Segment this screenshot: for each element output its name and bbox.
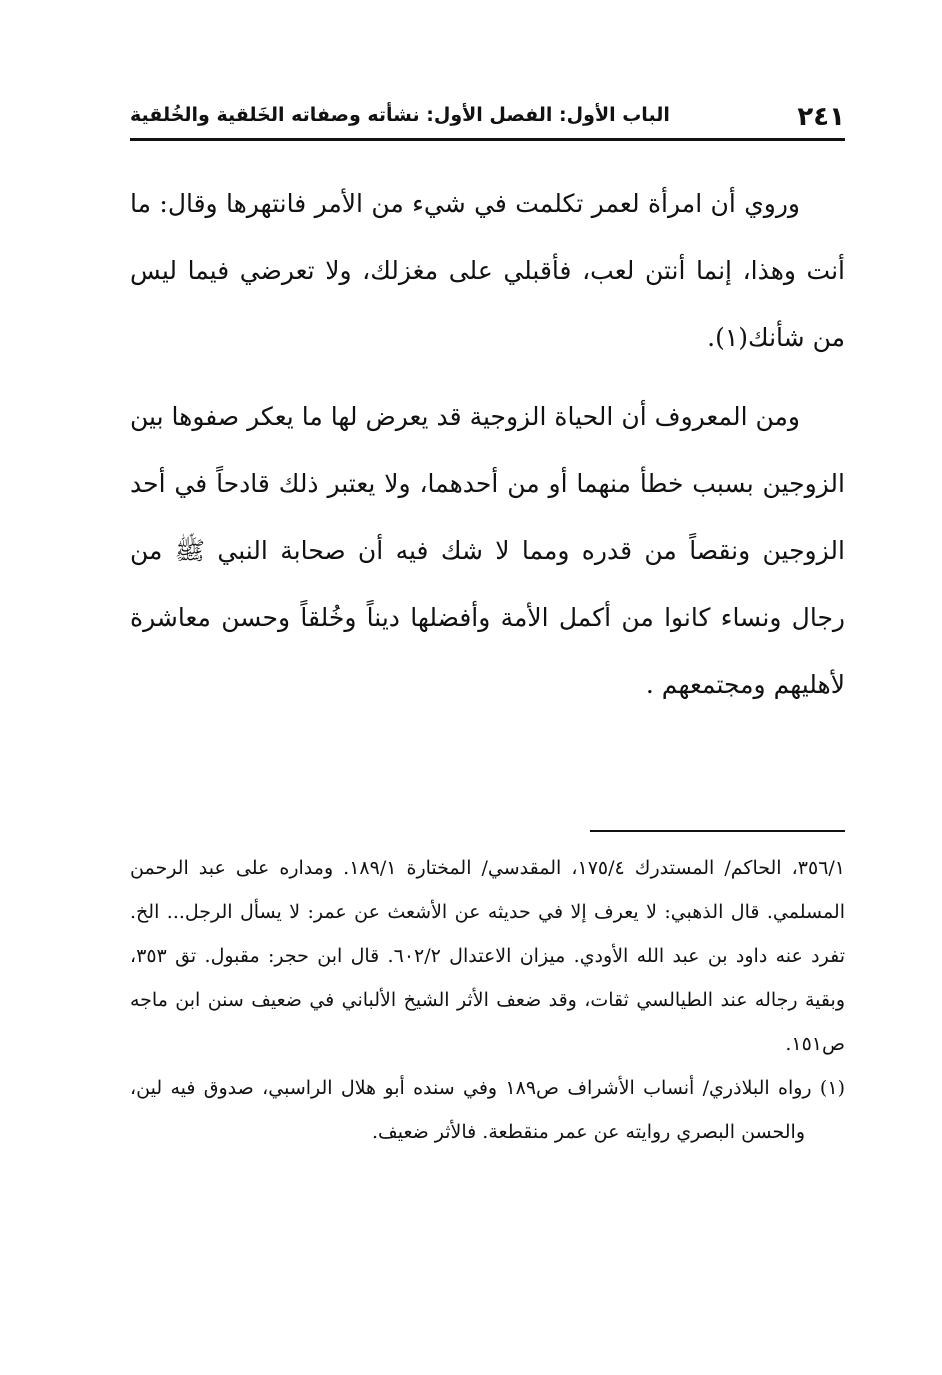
main-text xyxy=(130,170,845,718)
header-divider xyxy=(130,138,845,141)
paragraph-2: ومن المعروف أن الحياة الزوجية قد يعرض لها ما يعكر صفوها بين الزوجين بسبب خطأ منهما أو من أحدهما، ولا يعتبر ذلك قادحاً في أحد الزوجين ونقصاً من قدره ومما لا شك فيه أن صحابة النبي ﷺ من رجال ونساء كانوا من أكمل الأمة وأفضلها ديناً وخُلقاً وحسن معاشرة لأهليهم ومجتمعهم . xyxy=(130,402,845,699)
running-title: الباب الأول: الفصل الأول: نشأته وصفاته الخَلقية والخُلقية xyxy=(130,104,670,126)
page-number: ٢٤١ xyxy=(797,102,845,132)
footnotes xyxy=(130,846,845,1154)
footnote-1: (١) رواه البلاذري/ أنساب الأشراف ص١٨٩ وفي سنده أبو هلال الراسبي، صدوق فيه لين، والحسن البصري روايته عن عمر منقطعة. فالأثر ضعيف. xyxy=(130,1077,845,1143)
footnote-divider xyxy=(590,830,845,832)
footnote-continued: ٣٥٦/١، الحاكم/ المستدرك ١٧٥/٤، المقدسي/ المختارة ١٨٩/١. ومداره على عبد الرحمن المسلمي. قال الذهبي: لا يعرف إلا في حديثه عن الأشعث عن عمر: لا يسأل الرجل... الخ. تفرد عنه داود بن عبد الله الأودي. ميزان الاعتدال ٦٠٢/٢. قال ابن حجر: مقبول. تق ٣٥٣، وبقية رجاله عند الطيالسي ثقات، وقد ضعف الأثر الشيخ الألباني في ضعيف سنن ابن ماجه ص١٥١. xyxy=(130,857,846,1055)
paragraph-1: وروي أن امرأة لعمر تكلمت في شيء من الأمر فانتهرها وقال: ما أنت وهذا، إنما أنتن لعب، فأقبلي على مغزلك، ولا تعرضي فيما ليس من شأنك(١). xyxy=(130,189,845,352)
page-header xyxy=(130,98,845,138)
